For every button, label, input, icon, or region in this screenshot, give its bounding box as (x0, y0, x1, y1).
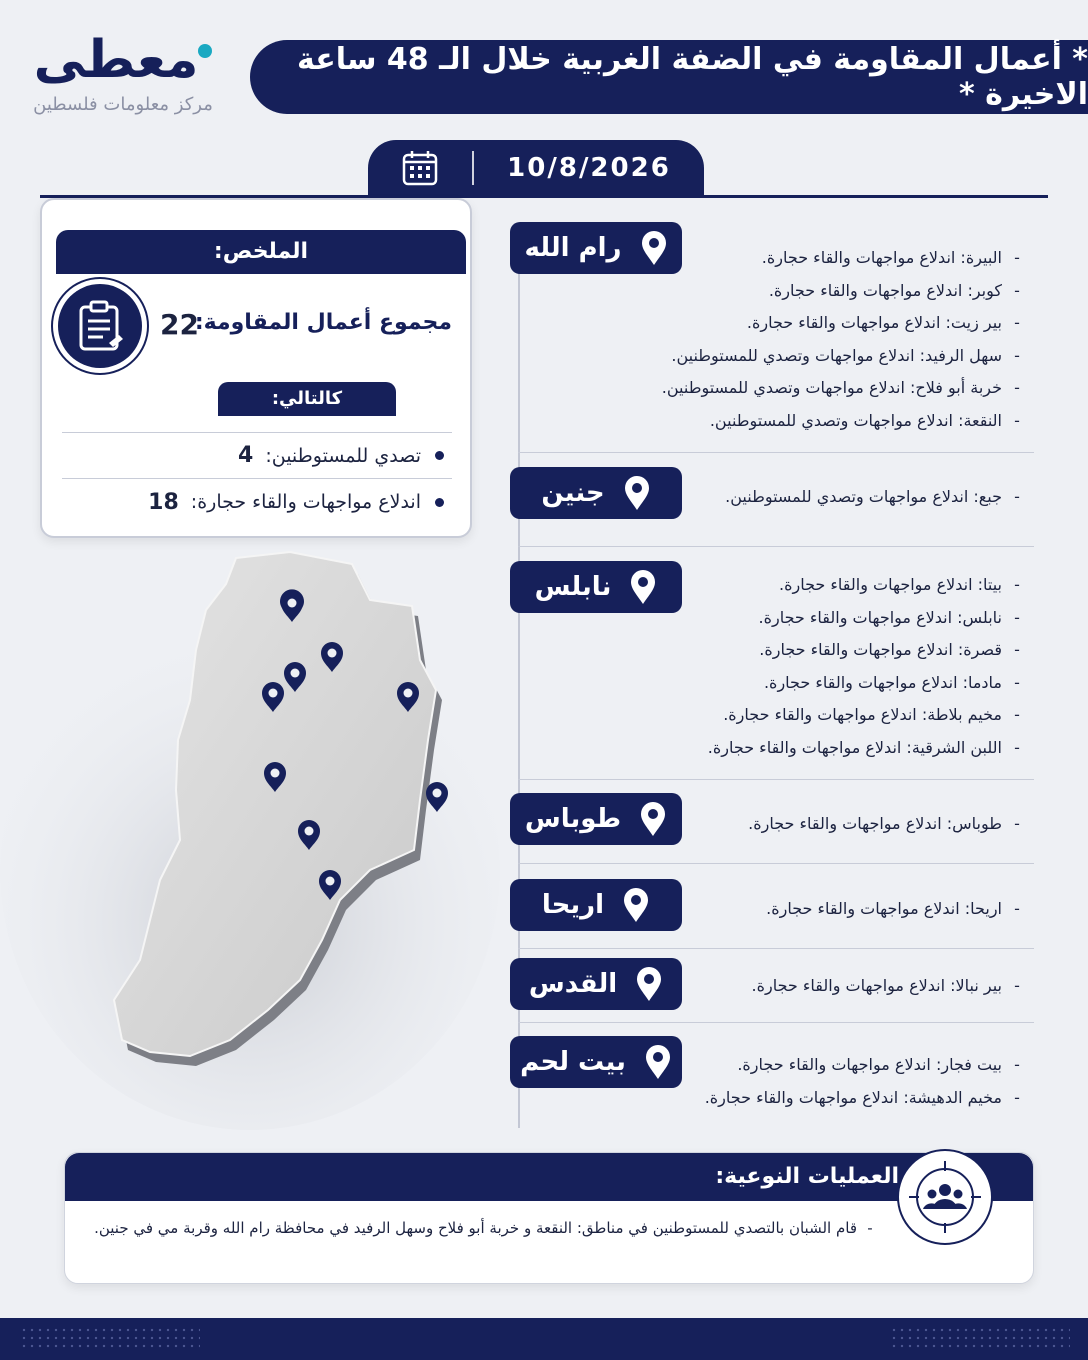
group-target-icon (897, 1149, 993, 1245)
list-item: - مادما: اندلاع مواجهات والقاء حجارة. (592, 667, 1032, 700)
summary-row (62, 433, 452, 479)
summary-heading: الملخص: (56, 230, 466, 274)
total-label: مجموع أعمال المقاومة: (194, 310, 452, 335)
date-tab (368, 140, 704, 196)
calendar-icon (368, 149, 472, 187)
row-value: 18 (148, 489, 179, 515)
total-value: 22 (160, 308, 199, 341)
breakdown-heading: كالتالي: (218, 382, 396, 416)
list-item: - جبع: اندلاع مواجهات وتصدي للمستوطنين. (592, 481, 1032, 514)
region-name: جنين (541, 478, 605, 508)
west-bank-map (0, 540, 500, 1140)
footer-dots-left (20, 1326, 200, 1352)
logo-subtitle: مركز معلومات فلسطين (33, 94, 213, 115)
region-items-bethlehem (592, 1049, 1032, 1114)
list-item: - اللبن الشرقية: اندلاع مواجهات والقاء حجارة. (592, 732, 1032, 765)
region-items-ramallah (592, 242, 1032, 437)
list-item: - خربة أبو فلاح: اندلاع مواجهات وتصدي للمستوطنين. (592, 372, 1032, 405)
region-items-jenin (592, 481, 1032, 514)
region-items-nablus (592, 569, 1032, 764)
date-text: 10/8/2026 (507, 153, 671, 183)
region-name: طوباس (524, 804, 622, 834)
region-items-tubas (592, 808, 1032, 841)
region-name: نابلس (534, 572, 612, 602)
divider (518, 948, 1034, 949)
divider (518, 1022, 1034, 1023)
region-name: بيت لحم (520, 1047, 626, 1077)
divider (518, 546, 1034, 547)
special-ops-card (64, 1152, 1034, 1284)
summary-rows (62, 432, 452, 525)
page-title: * أعمال المقاومة في الضفة الغربية خلال الـ 48 ساعة الاخيرة * (250, 40, 1088, 114)
region-items-jerusalem (592, 970, 1032, 1003)
special-ops-text: - قام الشبان بالتصدي للمستوطنين في مناطق: النقعة و خربة أبو فلاح وسهل الرفيد في محافظة رام الله وقربة مي في جنين. (94, 1219, 883, 1237)
logo-word: معطى (18, 30, 228, 90)
list-item: - بير زيت: اندلاع مواجهات والقاء حجارة. (592, 307, 1032, 340)
bullet (435, 451, 444, 460)
region-name: اريحا (541, 890, 605, 920)
list-item: - اريحا: اندلاع مواجهات والقاء حجارة. (592, 893, 1032, 926)
list-item: - طوباس: اندلاع مواجهات والقاء حجارة. (592, 808, 1032, 841)
date-separator (472, 151, 474, 185)
bullet (435, 498, 444, 507)
divider (518, 863, 1034, 864)
row-label: تصدي للمستوطنين: (265, 444, 421, 467)
summary-row (62, 479, 452, 525)
region-name: القدس (528, 969, 618, 999)
row-value: 4 (238, 443, 254, 468)
divider (518, 452, 1034, 453)
list-item: - مخيم بلاطة: اندلاع مواجهات والقاء حجارة. (592, 699, 1032, 732)
divider (518, 779, 1034, 780)
list-item: - سهل الرفيد: اندلاع مواجهات وتصدي للمستوطنين. (592, 340, 1032, 373)
special-ops-heading: العمليات النوعية: (65, 1153, 1033, 1201)
footer-dots-right (890, 1326, 1070, 1352)
region-items-jericho (592, 893, 1032, 926)
list-item: - كوبر: اندلاع مواجهات والقاء حجارة. (592, 275, 1032, 308)
list-item: - بيت فجار: اندلاع مواجهات والقاء حجارة. (592, 1049, 1032, 1082)
list-item: - بير نبالا: اندلاع مواجهات والقاء حجارة. (592, 970, 1032, 1003)
list-item: - مخيم الدهيشة: اندلاع مواجهات والقاء حجارة. (592, 1082, 1032, 1115)
logo (18, 30, 228, 115)
region-name: رام الله (524, 233, 622, 263)
list-item: - بيتا: اندلاع مواجهات والقاء حجارة. (592, 569, 1032, 602)
list-item: - نابلس: اندلاع مواجهات والقاء حجارة. (592, 602, 1032, 635)
list-item: - البيرة: اندلاع مواجهات والقاء حجارة. (592, 242, 1032, 275)
logo-dot (198, 44, 212, 58)
summary-card (40, 198, 472, 538)
list-item: - قصرة: اندلاع مواجهات والقاء حجارة. (592, 634, 1032, 667)
row-label: اندلاع مواجهات والقاء حجارة: (190, 491, 421, 513)
clipboard-icon (58, 284, 142, 368)
list-item: - النقعة: اندلاع مواجهات وتصدي للمستوطنين. (592, 405, 1032, 438)
